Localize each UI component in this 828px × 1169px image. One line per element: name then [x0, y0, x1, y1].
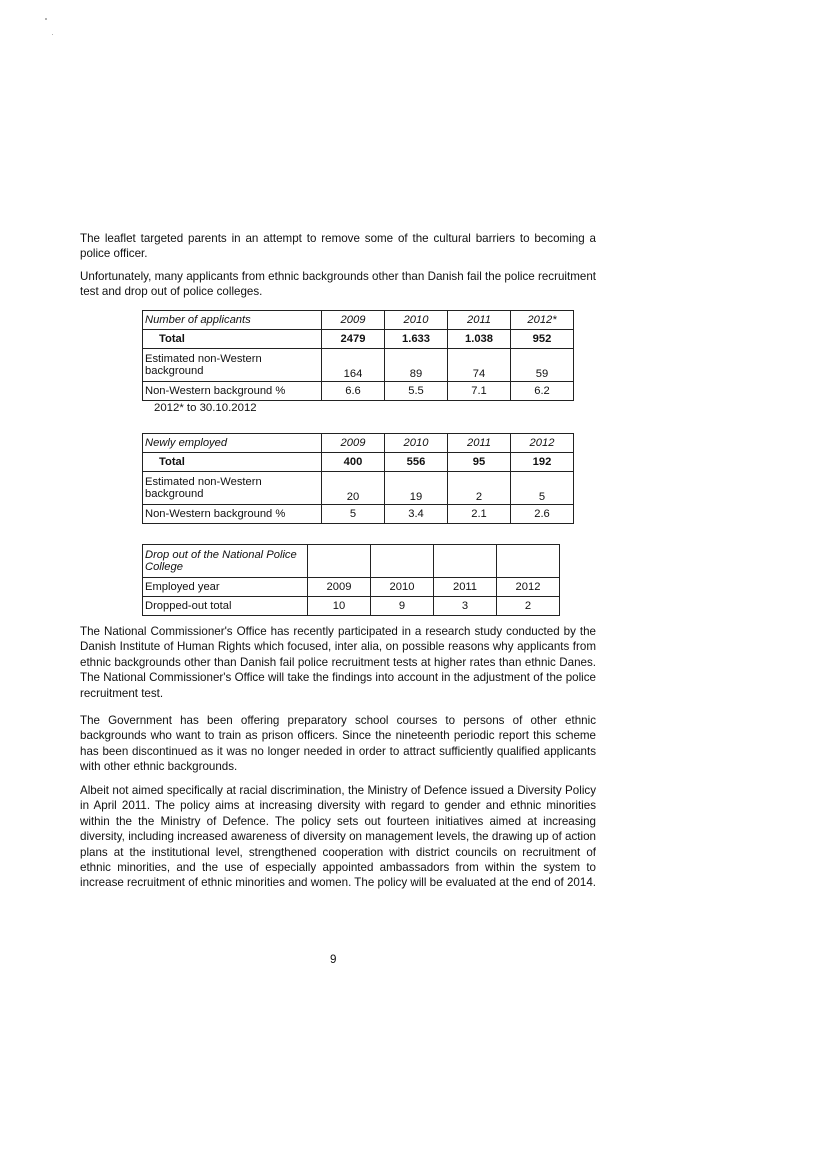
table-cell: Non-Western background %: [143, 505, 322, 524]
applicants-table-note: 2012* to 30.10.2012: [154, 402, 257, 414]
table-cell: 89: [385, 349, 448, 382]
table-cell: 2010: [385, 434, 448, 453]
table-cell: 5: [322, 505, 385, 524]
table-cell: 74: [448, 349, 511, 382]
table-header-row: [143, 545, 560, 578]
table-cell: 7.1: [448, 382, 511, 401]
table-cell: 20: [322, 472, 385, 505]
page-number: 9: [330, 953, 337, 966]
paragraph-recruitment-test: Unfortunately, many applicants from ethnic backgrounds other than Danish fail the police recruitment test and drop out of police colleges.: [80, 270, 596, 299]
table-header-row: [143, 434, 574, 453]
table-cell: 3.4: [385, 505, 448, 524]
table-cell: Drop out of the National Police College: [143, 545, 308, 578]
table-cell: 2009: [308, 578, 371, 597]
table-row: [143, 505, 574, 524]
table-cell: Estimated non-Western background: [143, 472, 322, 505]
table-cell: 2.1: [448, 505, 511, 524]
table-cell: 192: [511, 453, 574, 472]
table-cell: 1.038: [448, 330, 511, 349]
table-cell: 2: [497, 597, 560, 616]
table-cell: Non-Western background %: [143, 382, 322, 401]
applicants-table: [142, 310, 574, 401]
table-cell: 19: [385, 472, 448, 505]
table-cell: 2009: [322, 434, 385, 453]
table-cell: 2010: [371, 578, 434, 597]
table-cell: 2009: [322, 311, 385, 330]
table-cell: [434, 545, 497, 578]
newly-employed-table: [142, 433, 574, 524]
table-row: [143, 453, 574, 472]
table-cell: Total: [143, 453, 322, 472]
dropout-table: [142, 544, 560, 616]
table-cell: 5.5: [385, 382, 448, 401]
table-cell: 2: [448, 472, 511, 505]
paragraph-research-study: The National Commissioner's Office has recently participated in a research study conducted by the Danish Institute of Human Rights which focused, inter alia, on possible reasons why applicants from ethnic backgrounds other than Danish fail police recruitment tests at higher rates than ethnic Danes. The National Commissioner's Office will take the findings into account in the adjustment of the police recruitment test.: [80, 625, 596, 700]
table-cell: 952: [511, 330, 574, 349]
table-cell: Estimated non-Western background: [143, 349, 322, 382]
table-row: [143, 349, 574, 382]
table-cell: Dropped-out total: [143, 597, 308, 616]
table-cell: 164: [322, 349, 385, 382]
table-row: [143, 382, 574, 401]
table-row: [143, 578, 560, 597]
table-cell: 10: [308, 597, 371, 616]
table-row: [143, 330, 574, 349]
table-cell: 2010: [385, 311, 448, 330]
paragraph-diversity-policy: Albeit not aimed specifically at racial discrimination, the Ministry of Defence issued a Diversity Policy in April 2011. The policy aims at increasing diversity with regard to gender and ethnic minorities within the the Ministry of Defence. The policy sets out fourteen initiatives aimed at increasing diversity, including increased awareness of diversity on management levels, the drawing up of action plans at the institutional level, strengthened cooperation with district councils on recruitment of ethnic minorities, and the use of especially appointed ambassadors from within the system to increase recruitment of ethnic minorities and women. The policy will be evaluated at the end of 2014.: [80, 784, 596, 890]
paragraph-prison-officers: The Government has been offering preparatory school courses to persons of other ethnic backgrounds who want to train as prison officers. Since the nineteenth periodic report this scheme has been discontinued as it was no longer needed in order to attract sufficiently qualified applicants with other ethnic backgrounds.: [80, 714, 596, 774]
table-cell: 1.633: [385, 330, 448, 349]
table-cell: 9: [371, 597, 434, 616]
table-cell: 2011: [448, 434, 511, 453]
table-cell: 2012*: [511, 311, 574, 330]
table-header-row: [143, 311, 574, 330]
table-cell: Employed year: [143, 578, 308, 597]
table-cell: 2.6: [511, 505, 574, 524]
table-cell: 2011: [448, 311, 511, 330]
scan-speck: [52, 34, 53, 35]
table-cell: [371, 545, 434, 578]
table-cell: 2011: [434, 578, 497, 597]
table-cell: 556: [385, 453, 448, 472]
table-cell: 400: [322, 453, 385, 472]
table-cell: 5: [511, 472, 574, 505]
table-cell: Newly employed: [143, 434, 322, 453]
table-cell: 95: [448, 453, 511, 472]
table-cell: 6.2: [511, 382, 574, 401]
table-cell: 2479: [322, 330, 385, 349]
table-cell: 6.6: [322, 382, 385, 401]
table-row: [143, 472, 574, 505]
table-cell: 3: [434, 597, 497, 616]
table-cell: 59: [511, 349, 574, 382]
table-cell: [308, 545, 371, 578]
scan-speck: [45, 18, 47, 20]
table-cell: 2012: [511, 434, 574, 453]
table-cell: 2012: [497, 578, 560, 597]
paragraph-leaflet: The leaflet targeted parents in an attempt to remove some of the cultural barriers to becoming a police officer.: [80, 232, 596, 261]
table-row: [143, 597, 560, 616]
table-cell: [497, 545, 560, 578]
table-cell: Number of applicants: [143, 311, 322, 330]
table-cell: Total: [143, 330, 322, 349]
